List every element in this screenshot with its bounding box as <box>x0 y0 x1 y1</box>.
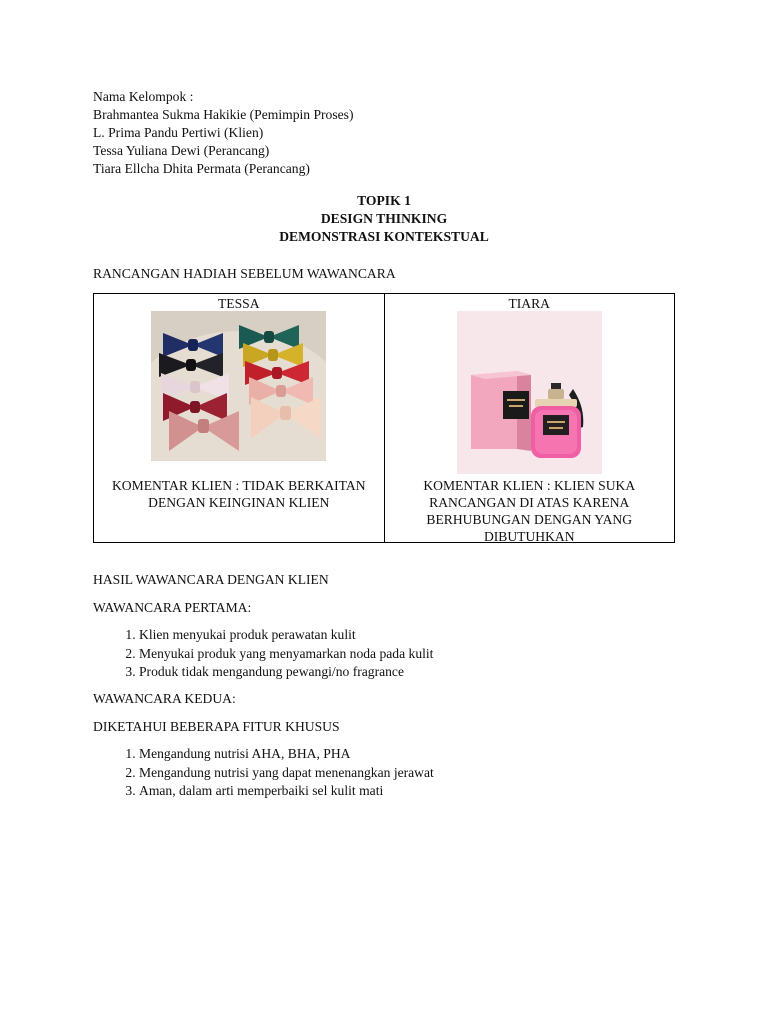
first-interview-heading: WAWANCARA PERTAMA: <box>93 600 252 615</box>
list-item: 2. Menyukai produk yang menyamarkan noda pada kulit <box>139 645 433 664</box>
section-gift-design-heading: RANCANGAN HADIAH SEBELUM WAWANCARA <box>93 266 396 281</box>
interview-results-heading: HASIL WAWANCARA DENGAN KLIEN <box>93 572 329 587</box>
tiara-header: TIARA <box>508 296 551 311</box>
group-label: Nama Kelompok : <box>93 89 194 104</box>
perfume-bottle-icon <box>457 311 602 474</box>
second-interview-heading: WAWANCARA KEDUA: <box>93 691 236 706</box>
first-interview-list <box>93 626 433 682</box>
title-design-thinking: DESIGN THINKING <box>320 211 448 226</box>
title-demonstration: DEMONSTRASI KONTEKSTUAL <box>279 229 489 244</box>
tessa-cell <box>94 294 385 543</box>
tessa-header: TESSA <box>217 296 260 311</box>
list-item: 2. Mengandung nutrisi yang dapat menenangkan jerawat <box>139 764 434 783</box>
gift-design-table <box>93 293 675 543</box>
member-3: Tessa Yuliana Dewi (Perancang) <box>93 143 270 158</box>
second-interview-list <box>93 745 434 801</box>
list-item: 1. Klien menyukai produk perawatan kulit <box>139 626 433 645</box>
title-topic: TOPIK 1 <box>357 193 411 208</box>
member-2: L. Prima Pandu Pertiwi (Klien) <box>93 125 264 140</box>
list-item: 3. Aman, dalam arti memperbaiki sel kulit mati <box>139 782 434 801</box>
member-4: Tiara Ellcha Dhita Permata (Perancang) <box>93 161 310 176</box>
tiara-cell <box>384 294 675 543</box>
member-1: Brahmantea Sukma Hakikie (Pemimpin Proses) <box>93 107 354 122</box>
list-item: 3. Produk tidak mengandung pewangi/no fragrance <box>139 663 433 682</box>
list-item: 1. Mengandung nutrisi AHA, BHA, PHA <box>139 745 434 764</box>
tessa-client-comment: KOMENTAR KLIEN : TIDAK BERKAITAN DENGAN KEINGINAN KLIEN <box>111 478 366 510</box>
hair-bows-image <box>151 311 326 461</box>
tiara-client-comment: KOMENTAR KLIEN : KLIEN SUKA RANCANGAN DI ATAS KARENA BERHUBUNGAN DENGAN YANG DIBUTUHKAN <box>423 478 636 544</box>
satin-hair-bows-icon <box>151 311 326 461</box>
special-features-heading: DIKETAHUI BEBERAPA FITUR KHUSUS <box>93 719 340 734</box>
perfume-image <box>457 311 602 474</box>
